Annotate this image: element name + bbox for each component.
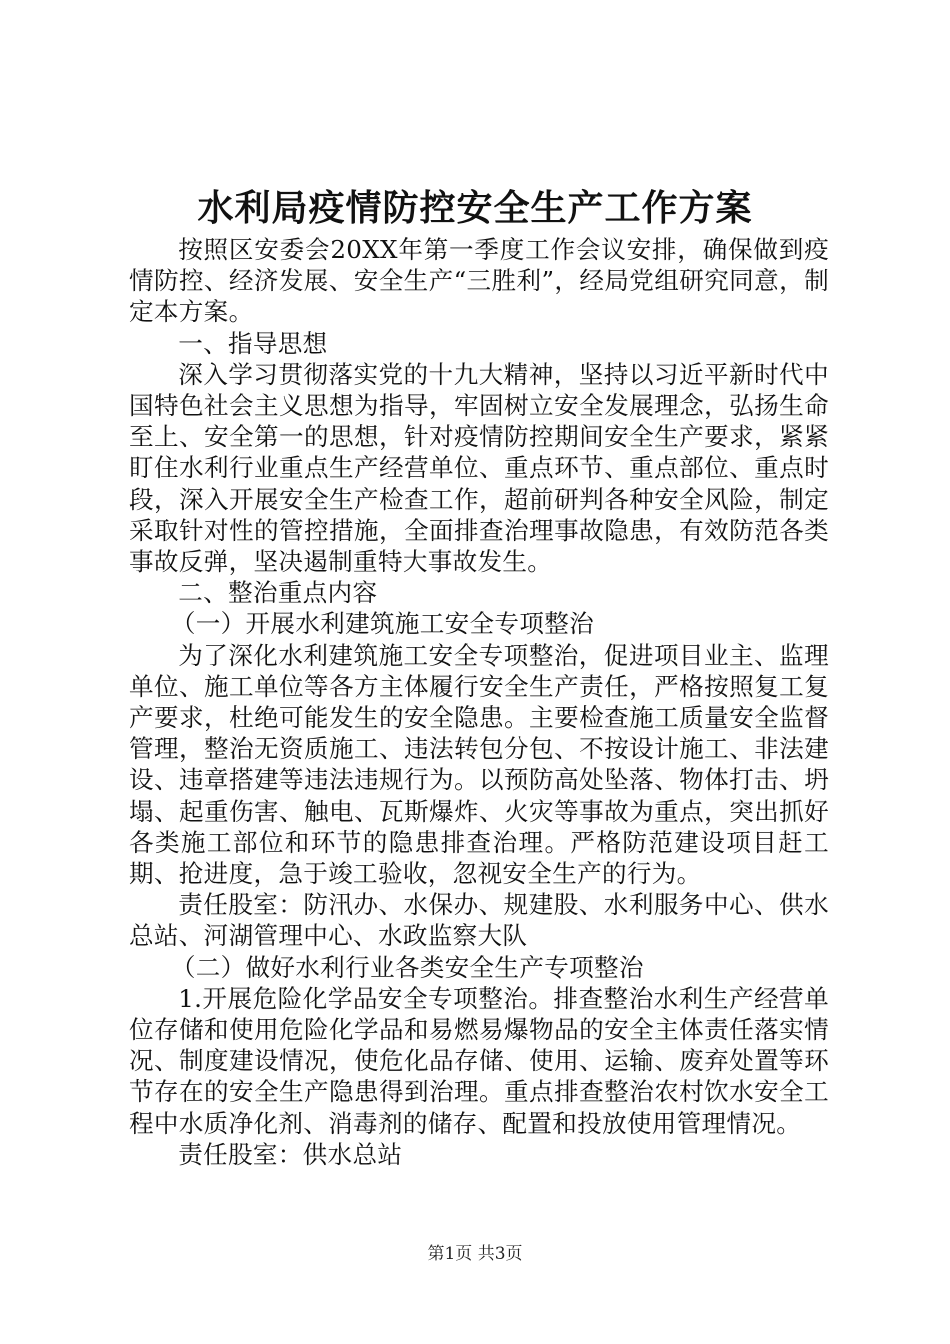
document-title: 水利局疫情防控安全生产工作方案 bbox=[197, 187, 753, 229]
section-heading-key-rectification: 二、整治重点内容 bbox=[178, 578, 378, 608]
subsection-heading-construction-safety: （一）开展水利建筑施工安全专项整治 bbox=[170, 609, 595, 639]
water-supply-responsible-paragraph: 责任股室：供水总站 bbox=[178, 1139, 403, 1169]
document-body bbox=[129, 234, 829, 1170]
section-heading-guiding-ideology: 一、指导思想 bbox=[178, 328, 328, 358]
construction-safety-paragraph: 为了深化水利建筑施工安全专项整治，促进项目业主、监理单位、施工单位等各方主体履行安全生产责任，严格按照复工复产要求，杜绝可能发生的安全隐患。主要检查施工质量安全监督管理，整治无资质施工、违法转包分包、不按设计施工、非法建设、违章搭建等违法违规行为。以预防高处坠落、物体打击、坍塌、起重伤害、触电、瓦斯爆炸、火灾等事故为重点，突出抓好各类施工部位和环节的隐患排查治理。严格防范建设项目赶工期、抢进度，急于竣工验收，忽视安全生产的行为。 bbox=[129, 640, 829, 889]
page-footer: 第1页 共3页 bbox=[427, 1244, 523, 1264]
intro-paragraph: 按照区安委会20XX年第一季度工作会议安排，确保做到疫情防控、经济发展、安全生产“三胜利”，经局党组研究同意，制定本方案。 bbox=[129, 235, 829, 327]
hazardous-chemicals-paragraph: 1.开展危险化学品安全专项整治。排查整治水利生产经营单位存储和使用危险化学品和易燃易爆物品的安全主体责任落实情况、制度建设情况，使危化品存储、使用、运输、废弃处置等环节存在的安全生产隐患得到治理。重点排查整治农村饮水安全工程中水质净化剂、消毒剂的储存、配置和投放使用管理情况。 bbox=[129, 983, 829, 1138]
guiding-ideology-paragraph: 深入学习贯彻落实党的十九大精神，坚持以习近平新时代中国特色社会主义思想为指导，牢固树立安全发展理念，弘扬生命至上、安全第一的思想，针对疫情防控期间安全生产要求，紧紧盯住水利行业重点生产经营单位、重点环节、重点部位、重点时段，深入开展安全生产检查工作，超前研判各种安全风险，制定采取针对性的管控措施，全面排查治理事故隐患，有效防范各类事故反弹，坚决遏制重特大事故发生。 bbox=[129, 359, 829, 577]
construction-responsible-paragraph: 责任股室：防汛办、水保办、规建股、水利服务中心、供水总站、河湖管理中心、水政监察大队 bbox=[129, 890, 829, 951]
subsection-heading-industry-safety: （二）做好水利行业各类安全生产专项整治 bbox=[170, 952, 644, 982]
